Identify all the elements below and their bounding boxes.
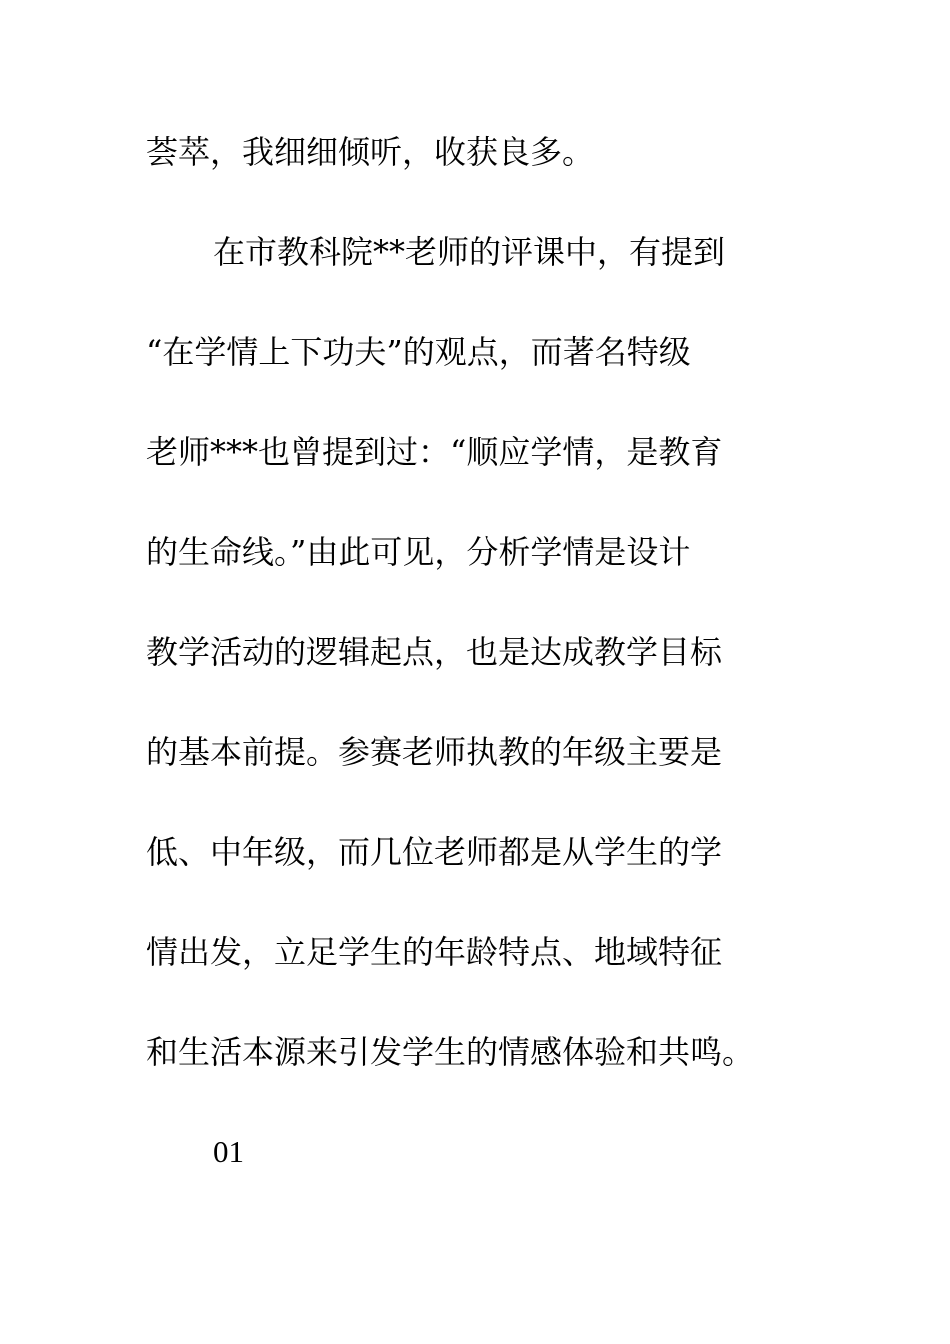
- paragraph-line: “在学情上下功夫”的观点，而著名特级: [146, 333, 691, 371]
- section-number: 01: [213, 1134, 244, 1169]
- paragraph-line: 低、中年级，而几位老师都是从学生的学: [146, 833, 723, 871]
- paragraph-line: 老师***也曾提到过：“顺应学情，是教育: [146, 433, 723, 471]
- paragraph-line: 教学活动的逻辑起点，也是达成教学目标: [146, 633, 723, 671]
- paragraph-line: 的生命线。”由此可见，分析学情是设计: [146, 533, 691, 571]
- paragraph-line: 荟萃，我细细倾听，收获良多。: [146, 133, 595, 171]
- paragraph-line: 情出发，立足学生的年龄特点、地域特征: [146, 933, 723, 971]
- paragraph-line: 在市教科院**老师的评课中，有提到: [213, 233, 726, 271]
- paragraph-line: 和生活本源来引发学生的情感体验和共鸣。: [146, 1033, 755, 1071]
- paragraph-line: 的基本前提。参赛老师执教的年级主要是: [146, 733, 723, 771]
